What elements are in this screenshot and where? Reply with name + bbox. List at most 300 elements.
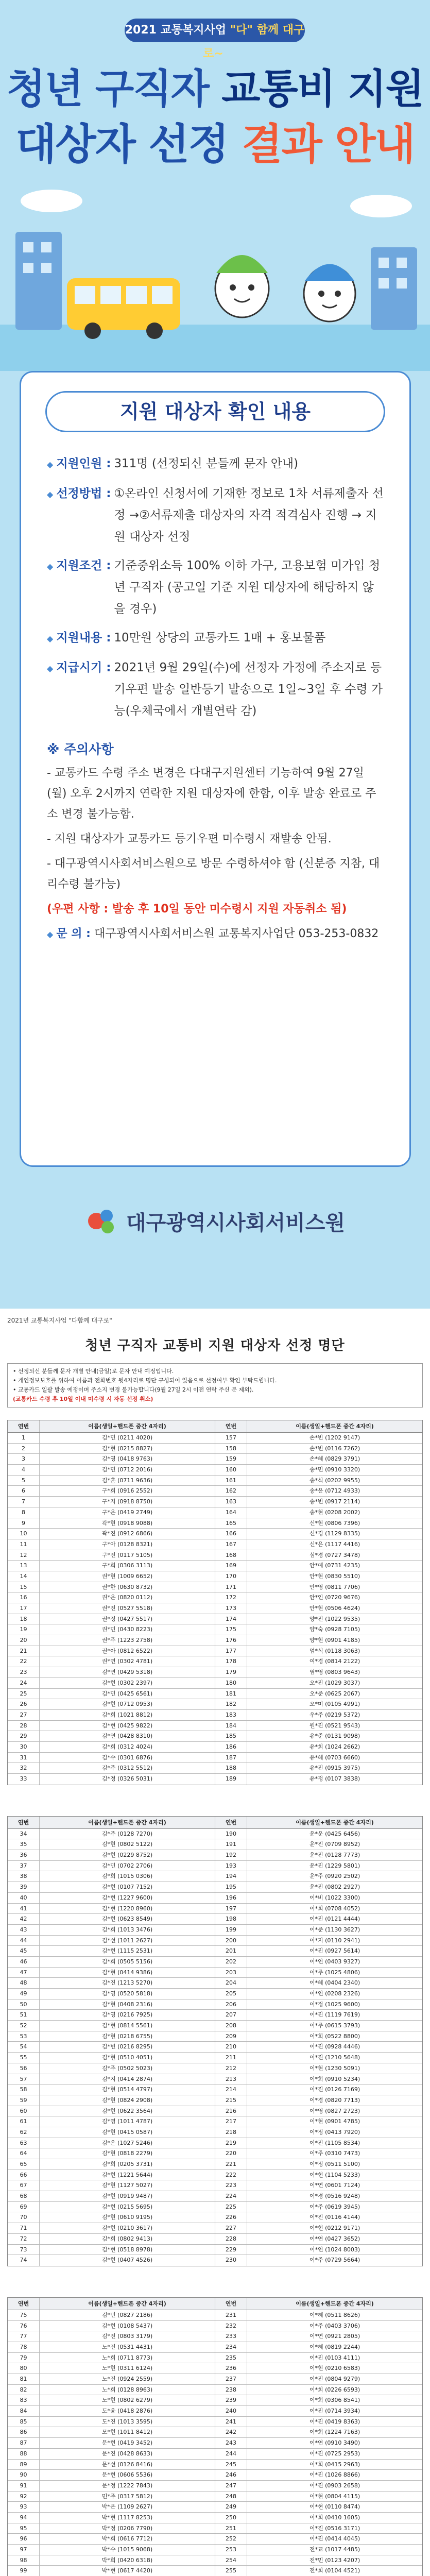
row-number: 11 (8, 1539, 40, 1550)
row-number: 95 (8, 2523, 40, 2534)
table-row (215, 1914, 422, 1925)
row-name: 이*진 (0714 3934) (309, 2408, 360, 2415)
table-row (215, 2053, 422, 2063)
table-row (8, 2159, 215, 2170)
row-number: 20 (8, 1635, 40, 1646)
table-row (215, 1946, 422, 1957)
row-number: 237 (215, 2374, 247, 2384)
row-name: 이*주 (0615 3793) (309, 2022, 360, 2029)
row-name: 김*선 (1011 2627) (101, 1937, 153, 1944)
row-number: 158 (215, 1444, 247, 1454)
table-row (8, 2095, 215, 2106)
row-number: 60 (8, 2106, 40, 2116)
row-number: 42 (8, 1914, 40, 1924)
row-number: 233 (215, 2331, 247, 2342)
row-name: 이*진 (0927 5614) (309, 1947, 360, 1955)
table-row (215, 2566, 422, 2576)
title-line-2 (0, 111, 430, 171)
row-name: 김*빈 (0216 8295) (101, 2043, 153, 2050)
table-row (215, 1507, 422, 1518)
row-number: 169 (215, 1561, 247, 1571)
row-number: 167 (215, 1539, 247, 1550)
row-number: 78 (8, 2342, 40, 2352)
table-row (8, 2502, 215, 2513)
table-header (215, 1420, 422, 1433)
row-name: 김*현 (1220 8960) (101, 1905, 153, 1912)
row-number: 199 (215, 1925, 247, 1935)
row-number: 220 (215, 2148, 247, 2159)
row-name: 송*윤 (0712 4933) (309, 1487, 360, 1495)
notes-title: ※ 주의사항 (47, 742, 114, 757)
row-number: 98 (8, 2555, 40, 2566)
table-row (215, 2342, 422, 2353)
row-name: 이*진 (1210 5648) (309, 2054, 360, 2061)
table-row (215, 1667, 422, 1678)
table-row (215, 2010, 422, 2021)
table-row (215, 1539, 422, 1550)
table-row (215, 2481, 422, 2492)
row-name: 노*희 (0128 8963) (101, 2386, 153, 2393)
notice-lines (13, 1367, 417, 1395)
row-number: 21 (8, 1646, 40, 1656)
window-icon (397, 278, 407, 289)
table-row (215, 2255, 422, 2266)
row-number: 63 (8, 2138, 40, 2148)
roster-table (7, 1420, 423, 1785)
row-name: 문*현 (0606 5536) (101, 2471, 153, 2479)
table-row (8, 1454, 215, 1465)
row-number: 80 (8, 2363, 40, 2374)
table-row (215, 2031, 422, 2042)
row-name: 김*현 (0610 9195) (101, 2214, 153, 2221)
table-row (8, 1829, 215, 1840)
row-number: 27 (8, 1710, 40, 1720)
row-number: 24 (8, 1678, 40, 1688)
row-name: 이*진 (1105 8534) (309, 2139, 360, 2146)
row-name: 이*현 (0212 9171) (309, 2225, 360, 2232)
table-row (215, 1904, 422, 1914)
title-line-1 (0, 57, 430, 114)
table-row (8, 2438, 215, 2449)
title-line-1-b: 교통비 지원 (221, 66, 423, 112)
row-name: 곽*현 (0918 9088) (101, 1519, 153, 1527)
row-name: 김*현 (1227 9600) (101, 1894, 153, 1901)
row-number: 99 (8, 2566, 40, 2576)
row-name: 이*연 (0208 2326) (309, 1990, 360, 1997)
row-name: 유*혜 (0703 6660) (309, 1754, 360, 1761)
row-name: 윤*진 (0709 8952) (309, 1841, 360, 1848)
row-name: 박*현 (1117 8253) (101, 2514, 153, 2521)
row-number: 40 (8, 1893, 40, 1903)
row-number: 76 (8, 2321, 40, 2331)
table-row (215, 1763, 422, 1774)
row-name: 김*민 (0425 6561) (101, 1690, 153, 1697)
row-name: 이*희 (0415 2963) (309, 2461, 360, 2468)
table-row (8, 2513, 215, 2523)
row-name: 이*진 (0116 4144) (309, 2214, 360, 2221)
table-row (215, 1614, 422, 1625)
table-row (8, 2170, 215, 2181)
row-name: 윤*진 (0802 2927) (309, 1884, 360, 1891)
row-name: 김*희 (1015 0306) (101, 1873, 153, 1880)
notes-warning: (우편 사항 : 발송 후 10일 동안 미수령시 지원 자동취소 됨) (47, 903, 347, 916)
row-number: 231 (215, 2310, 247, 2320)
row-name: 이*희 (0522 8800) (309, 2032, 360, 2040)
row-name: 구*희 (0916 2552) (101, 1487, 153, 1495)
table-row (215, 1656, 422, 1667)
row-name: 김*현 (0824 2908) (101, 2096, 153, 2104)
row-name: 구*진 (0117 5105) (101, 1551, 153, 1558)
table-row (215, 1561, 422, 1571)
row-number: 223 (215, 2180, 247, 2191)
row-name: 김*연 (0429 5318) (101, 1669, 153, 1676)
row-number: 43 (8, 1925, 40, 1935)
window-icon (379, 278, 389, 289)
notice-box (7, 1363, 423, 1408)
row-name: 이*비 (1022 3300) (309, 1894, 360, 1901)
row-name: 김*희 (0312 4024) (101, 1743, 153, 1750)
row-name: 이*진 (0121 4444) (309, 1916, 360, 1923)
header-name: 이름(생일+핸드폰 중간 4자리) (88, 2300, 166, 2307)
table-row (215, 2406, 422, 2417)
row-number: 36 (8, 1850, 40, 1860)
row-number: 171 (215, 1582, 247, 1592)
table-row (8, 2084, 215, 2095)
table-row (215, 1582, 422, 1593)
row-name: 박*현 (0617 4420) (101, 2567, 153, 2574)
row-name: 문*정 (1222 7843) (101, 2482, 153, 2489)
row-name: 권*민 (0430 8223) (101, 1626, 153, 1633)
row-name: 김*현 (0215 5695) (101, 2203, 153, 2210)
table-row (215, 1721, 422, 1732)
row-name: 김*지 (0414 2874) (101, 2075, 153, 2082)
row-number: 54 (8, 2042, 40, 2052)
row-number: 44 (8, 1936, 40, 1946)
row-number: 179 (215, 1667, 247, 1677)
row-name: 김*현 (0302 2397) (101, 1679, 153, 1686)
row-name: 김*영 (1011 4787) (101, 2118, 153, 2125)
table-row (8, 2116, 215, 2127)
badge-prefix: 2021 교통복지사업 (125, 24, 227, 37)
roster-columns (8, 1817, 422, 2266)
table-row (215, 2245, 422, 2256)
row-name: 김*수 (0301 6876) (101, 1754, 153, 1761)
table-row (215, 1550, 422, 1561)
org-footer (0, 1195, 430, 1247)
row-number: 173 (215, 1603, 247, 1614)
row-name: 노*진 (0924 2559) (101, 2376, 153, 2382)
row-name: 김*영 (0520 5818) (101, 1990, 153, 1997)
header-no: 연번 (215, 1817, 247, 1828)
row-name: 노*희 (0711 8773) (101, 2354, 153, 2361)
table-row (8, 1763, 215, 1774)
row-number: 10 (8, 1529, 40, 1539)
table-row (215, 2385, 422, 2396)
table-row (8, 1539, 215, 1550)
row-number: 182 (215, 1699, 247, 1709)
table-row (215, 2042, 422, 2053)
row-name: 김*현 (0622 3564) (101, 2107, 153, 2114)
row-number: 6 (8, 1486, 40, 1496)
row-number: 17 (8, 1603, 40, 1614)
table-row (215, 2363, 422, 2374)
table-row (8, 2545, 215, 2555)
row-name: 이*연 (0403 9327) (309, 1958, 360, 1965)
table-row (8, 1978, 215, 1989)
row-name: 김*현 (0518 8978) (101, 2246, 153, 2253)
row-number: 46 (8, 1957, 40, 1967)
row-number: 216 (215, 2106, 247, 2116)
row-number: 196 (215, 1893, 247, 1903)
row-name: 박*희 (0420 6318) (101, 2556, 153, 2564)
info-key: ◆ 지원내용 : (47, 627, 111, 650)
row-name: 도*윤 (0418 2876) (101, 2408, 153, 2415)
row-name: 이*주 (0729 5664) (309, 2257, 360, 2264)
row-name: 구*희 (0306 3113) (101, 1562, 153, 1569)
table-row (215, 2021, 422, 2031)
table-row (215, 2310, 422, 2321)
row-name: 이*희 (0226 6593) (309, 2386, 360, 2393)
row-name: 오*미 (0105 4991) (309, 1701, 360, 1708)
table-row (8, 2255, 215, 2266)
table-row (215, 1699, 422, 1710)
table-row (215, 2138, 422, 2149)
row-name: 안*현 (0830 5510) (309, 1572, 360, 1580)
row-name: 박*희 (0616 7712) (101, 2535, 153, 2543)
row-number: 187 (215, 1753, 247, 1763)
row-number: 250 (215, 2513, 247, 2523)
row-name: 김*주 (0312 5512) (101, 1765, 153, 1772)
table-row (8, 1839, 215, 1850)
title-line-2-a: 대상자 선정 (15, 120, 242, 169)
row-number: 219 (215, 2138, 247, 2148)
table-row (215, 2438, 422, 2449)
row-number: 2 (8, 1444, 40, 1454)
row-number: 15 (8, 1582, 40, 1592)
row-name: 권*한 (0630 8732) (101, 1583, 153, 1590)
row-name: 김*희 (0802 9413) (101, 2235, 153, 2242)
roster-pages (0, 1420, 430, 2576)
row-number: 68 (8, 2191, 40, 2201)
row-number: 166 (215, 1529, 247, 1539)
row-name: 이*희 (1224 7163) (309, 2429, 360, 2436)
row-name: 권*현 (1009 6652) (101, 1572, 153, 1580)
row-name: 엄*식 (0118 3063) (309, 1647, 360, 1654)
row-name: 구*은 (0419 2749) (101, 1509, 153, 1516)
row-number: 13 (8, 1561, 40, 1571)
row-name: 문*선 (0126 8416) (101, 2461, 153, 2468)
table-row (215, 2555, 422, 2566)
info-value: 311명 (선정되신 분들께 문자 안내) (114, 457, 299, 470)
row-name: 이*주 (1025 4806) (309, 1969, 360, 1976)
row-name: 양*숙 (0928 7105) (309, 1626, 360, 1633)
row-name: 김*민 (0712 2016) (101, 1466, 153, 1473)
mascot-eye-icon (248, 284, 254, 291)
org-logo-icon (85, 1205, 118, 1238)
table-row (8, 2031, 215, 2042)
table-row (215, 1989, 422, 1999)
row-name: 안*예 (0731 4235) (309, 1562, 360, 1569)
row-name: 김*현 (0425 9822) (101, 1722, 153, 1729)
mascot-hat (305, 264, 354, 281)
row-number: 190 (215, 1829, 247, 1839)
row-name: 노*진 (0531 4431) (101, 2343, 153, 2350)
row-number: 236 (215, 2363, 247, 2374)
row-name: 안*영 (0811 7706) (309, 1583, 360, 1590)
window-icon (23, 263, 33, 273)
row-number: 16 (8, 1592, 40, 1603)
info-value: 10만원 상당의 교통카드 1매 + 홍보물품 (114, 631, 326, 645)
row-number: 248 (215, 2492, 247, 2502)
sheet-tag: 2021년 교통복지사업 "다함께 대구로" (7, 1317, 112, 1324)
table-row (215, 2148, 422, 2159)
row-number: 56 (8, 2063, 40, 2074)
roster-table (7, 2297, 423, 2576)
row-number: 197 (215, 1904, 247, 1914)
bus-window-icon (126, 286, 147, 304)
row-number: 203 (215, 1968, 247, 1978)
table-row (8, 1914, 215, 1925)
table-row (8, 2481, 215, 2492)
row-number: 33 (8, 1774, 40, 1785)
row-number: 172 (215, 1592, 247, 1603)
table-row (8, 2148, 215, 2159)
row-number: 217 (215, 2116, 247, 2127)
table-header (8, 1817, 215, 1829)
row-name: 윤*진 (1229 5801) (309, 1862, 360, 1869)
row-number: 239 (215, 2395, 247, 2405)
info-key: ◆ 지원인원 : (47, 453, 111, 476)
notice-warning: (교통카드 수령 후 10일 이내 미수령 시 자동 선정 취소) (13, 1396, 153, 1402)
table-row (8, 2106, 215, 2117)
table-row (215, 1465, 422, 1476)
row-name: 이*정 (1025 9600) (309, 2001, 360, 2008)
row-number: 65 (8, 2159, 40, 2170)
table-row (8, 1904, 215, 1914)
row-name: 이*진 (0725 2953) (309, 2450, 360, 2457)
row-number: 229 (215, 2245, 247, 2255)
roster-table (7, 1816, 423, 2266)
row-number: 67 (8, 2180, 40, 2191)
row-number: 86 (8, 2427, 40, 2437)
notice-line: • 선정되신 분들께 문자 개별 안내(금일)로 문자 안내 예정입니다. (13, 1368, 174, 1375)
table-row (8, 2427, 215, 2438)
table-row (8, 1646, 215, 1657)
header-no: 연번 (215, 1420, 247, 1432)
table-row (215, 1753, 422, 1764)
table-row (215, 1925, 422, 1936)
row-name: 김*영 (0216 7925) (101, 2011, 153, 2019)
row-name: 김*민 (0211 4020) (101, 1434, 153, 1441)
row-number: 9 (8, 1518, 40, 1529)
table-row (215, 2417, 422, 2428)
table-row (8, 2010, 215, 2021)
info-row (47, 453, 384, 476)
info-row (47, 627, 384, 650)
row-number: 215 (215, 2095, 247, 2106)
row-number: 70 (8, 2212, 40, 2223)
row-name: 이*연 (1024 8003) (309, 2246, 360, 2253)
row-number: 177 (215, 1646, 247, 1656)
info-list (21, 432, 409, 722)
header-name: 이름(생일+핸드폰 중간 4자리) (296, 1423, 374, 1430)
row-name: 구*지 (0918 8750) (101, 1498, 153, 1505)
table-row (8, 1936, 215, 1946)
row-number: 247 (215, 2481, 247, 2491)
row-number: 221 (215, 2159, 247, 2170)
row-name: 김*훈 (0711 9636) (101, 1477, 153, 1484)
table-row (215, 2353, 422, 2364)
table-row (8, 1582, 215, 1593)
info-heading: 지원 대상자 확인 내용 (45, 391, 385, 432)
row-number: 52 (8, 2021, 40, 2031)
table-row (215, 2191, 422, 2202)
table-row (8, 1635, 215, 1646)
table-row (215, 2170, 422, 2181)
row-number: 51 (8, 2010, 40, 2020)
table-row (8, 1444, 215, 1454)
table-row (8, 1871, 215, 1882)
table-row (8, 2342, 215, 2353)
table-row (215, 2159, 422, 2170)
row-number: 186 (215, 1742, 247, 1752)
info-row (47, 483, 384, 548)
row-number: 75 (8, 2310, 40, 2320)
row-number: 160 (215, 1465, 247, 1475)
row-name: 김*현 (0623 8549) (101, 1916, 153, 1923)
table-row (215, 1571, 422, 1582)
row-number: 225 (215, 2202, 247, 2212)
table-row (8, 2074, 215, 2085)
table-row (8, 2492, 215, 2502)
row-name: 이*진 (0126 7169) (309, 2086, 360, 2093)
bus-window-icon (75, 286, 95, 304)
row-number: 205 (215, 1989, 247, 1999)
table-row (8, 1753, 215, 1764)
row-number: 50 (8, 1999, 40, 2010)
row-number: 183 (215, 1710, 247, 1720)
row-name: 이*정 (0413 7920) (309, 2128, 360, 2136)
row-number: 45 (8, 1946, 40, 1956)
table-row (215, 2127, 422, 2138)
row-number: 230 (215, 2255, 247, 2266)
row-number: 159 (215, 1454, 247, 1464)
row-name: 안*현 (0506 4624) (309, 1605, 360, 1612)
table-row (8, 1850, 215, 1861)
row-number: 194 (215, 1871, 247, 1882)
roster-column (8, 2298, 215, 2576)
row-name: 손*빈 (0116 7262) (309, 1445, 360, 1452)
row-number: 189 (215, 1774, 247, 1785)
table-row (215, 1861, 422, 1872)
row-number: 242 (215, 2427, 247, 2437)
note-item: - 지원 대상자가 교통카드 등기우편 미수령시 재발송 안됨. (47, 833, 332, 845)
table-row (215, 1476, 422, 1486)
notes-list (47, 763, 384, 895)
row-name: 김*현 (1127 5027) (101, 2182, 153, 2189)
table-row (8, 2063, 215, 2074)
row-number: 201 (215, 1946, 247, 1956)
table-row (215, 2223, 422, 2234)
row-name: 이*진 (0414 4045) (309, 2535, 360, 2543)
row-number: 72 (8, 2234, 40, 2244)
table-row (8, 2534, 215, 2545)
table-row (8, 1721, 215, 1732)
row-number: 89 (8, 2460, 40, 2470)
row-name: 권*주 (1223 2758) (101, 1637, 153, 1644)
mascot-eye-icon (230, 284, 236, 291)
row-name: 윤*주 (0920 2502) (309, 1873, 360, 1880)
